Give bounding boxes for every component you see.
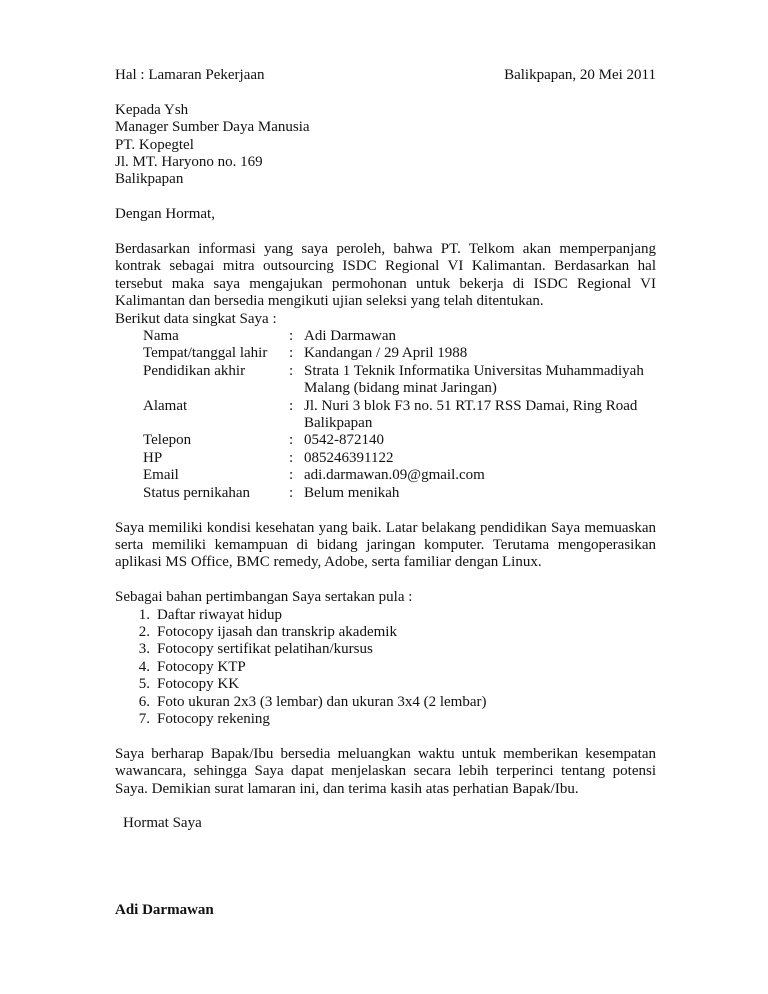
data-key: Telepon (143, 432, 192, 449)
greeting: Dengan Hormat, (115, 206, 215, 223)
list-number: 1. (138, 606, 150, 623)
list-text: Fotocopy KTP (157, 658, 246, 675)
attachments-intro: Sebagai bahan pertimbangan Saya sertakan pula : (115, 589, 413, 606)
recipient-line: Manager Sumber Daya Manusia (115, 119, 310, 136)
data-value: Strata 1 Teknik Informatika Universitas Muhammadiyah Malang (bidang minat Jaringan) (304, 362, 644, 397)
list-number: 2. (138, 623, 150, 640)
data-key: Email (143, 467, 179, 484)
recipient-line: Kepada Ysh (115, 101, 189, 118)
data-value: Adi Darmawan (304, 328, 397, 345)
data-value: Jl. Nuri 3 blok F3 no. 51 RT.17 RSS Damai, Ring Road Balikpapan (304, 397, 638, 432)
skills-paragraph: Saya memiliki kondisi kesehatan yang baik. Latar belakang pendidikan Saya memuaskan serta memiliki kemampuan di bidang jaringan komputer. Terutama mengoperasikan aplikasi MS Office, BMC remedy, Adobe, serta familiar dengan Linux. (115, 519, 656, 571)
list-text: Fotocopy KK (157, 676, 240, 693)
data-separator: : (289, 397, 294, 414)
list-text: Fotocopy sertifikat pelatihan/kursus (157, 641, 373, 658)
data-key: HP (143, 449, 163, 466)
letter (115, 67, 656, 920)
data-separator: : (289, 484, 294, 501)
data-intro: Berikut data singkat Saya : (115, 310, 277, 327)
list-text: Fotocopy ijasah dan transkrip akademik (157, 623, 397, 640)
signature-name: Adi Darmawan (115, 902, 214, 919)
list-item (115, 659, 656, 676)
letter-header (115, 67, 656, 84)
data-key: Nama (143, 328, 179, 345)
data-value: 0542-872140 (304, 432, 384, 449)
data-separator: : (289, 345, 294, 362)
recipient-line: Jl. MT. Haryono no. 169 (115, 154, 263, 171)
data-value: Kandangan / 29 April 1988 (304, 345, 468, 362)
table-row (143, 467, 656, 484)
data-value: adi.darmawan.09@gmail.com (304, 467, 485, 484)
list-item (115, 607, 656, 624)
data-separator: : (289, 362, 294, 379)
data-key: Alamat (143, 397, 188, 414)
list-text: Daftar riwayat hidup (157, 606, 282, 623)
data-separator: : (289, 432, 294, 449)
data-key: Status pernikahan (143, 484, 251, 501)
intro-paragraph: Berdasarkan informasi yang saya peroleh, bahwa PT. Telkom akan memperpanjang kontrak sebagai mitra outsourcing ISDC Regional VI Kalimantan. Berdasarkan hal tersebut maka saya mengajukan permohonan untuk bekerja di ISDC Regional VI Kalimantan dan bersedia mengikuti ujian seleksi yang telah ditentukan. (115, 241, 656, 310)
table-row (143, 450, 656, 467)
data-value: Belum menikah (304, 484, 400, 501)
list-number: 7. (138, 710, 150, 727)
place-date: Balikpapan, 20 Mei 2011 (504, 67, 656, 83)
data-separator: : (289, 467, 294, 484)
list-item (115, 676, 656, 693)
list-text: Foto ukuran 2x3 (3 lembar) dan ukuran 3x4 (2 lembar) (157, 693, 487, 710)
list-text: Fotocopy rekening (157, 710, 270, 727)
attachments-list (115, 607, 656, 729)
table-row (143, 398, 656, 433)
table-row (143, 328, 656, 345)
recipient-line: Balikpapan (115, 171, 184, 188)
list-item (115, 641, 656, 658)
list-number: 4. (138, 658, 150, 675)
list-item (115, 694, 656, 711)
table-row (143, 485, 656, 502)
list-number: 6. (138, 693, 150, 710)
data-separator: : (289, 449, 294, 466)
table-row (143, 432, 656, 449)
data-key: Pendidikan akhir (143, 362, 246, 379)
data-value: 085246391122 (304, 449, 394, 466)
data-key: Tempat/tanggal lahir (143, 345, 268, 362)
subject-line: Hal : Lamaran Pekerjaan (115, 67, 265, 83)
table-row (143, 345, 656, 362)
recipient-line: PT. Kopegtel (115, 136, 194, 153)
list-item (115, 624, 656, 641)
closing-paragraph: Saya berharap Bapak/Ibu bersedia meluangkan waktu untuk memberikan kesempatan wawancara, sehingga Saya dapat menjelaskan secara lebih terperinci tentang potensi Saya. Demikian surat lamaran ini, dan terima kasih atas perhatian Bapak/Ibu. (115, 745, 656, 797)
closing-salutation: Hormat Saya (123, 815, 202, 832)
recipient-block (115, 102, 656, 189)
list-number: 5. (138, 676, 150, 693)
list-item (115, 711, 656, 728)
list-number: 3. (138, 641, 150, 658)
table-row (143, 363, 656, 398)
personal-data-table (143, 328, 656, 502)
data-separator: : (289, 328, 294, 345)
